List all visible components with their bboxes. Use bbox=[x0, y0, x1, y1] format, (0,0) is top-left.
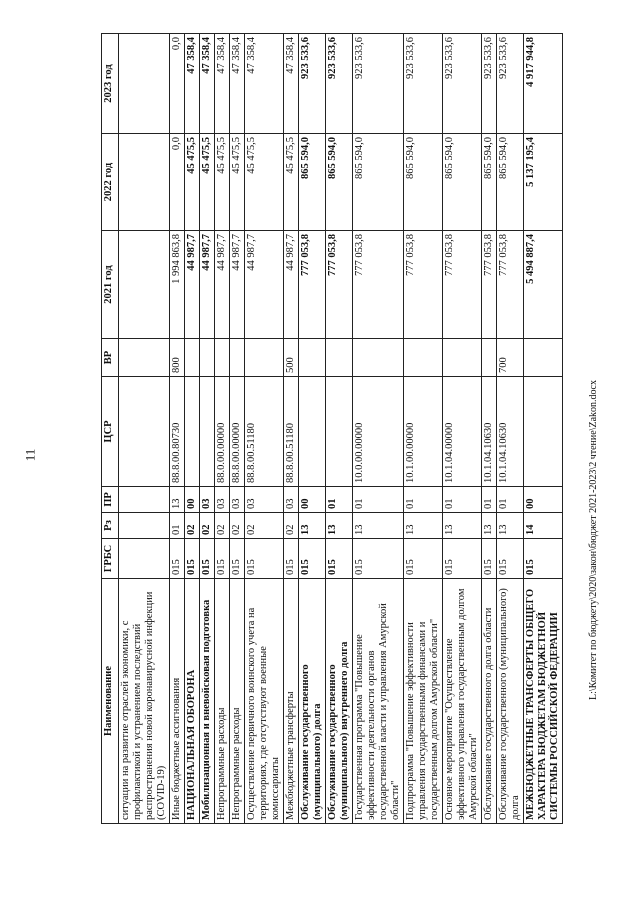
row-pr: 01 bbox=[326, 487, 353, 513]
row-pr: 00 bbox=[524, 487, 563, 513]
row-2021: 1 994 863,8 bbox=[170, 231, 185, 339]
row-vr bbox=[524, 339, 563, 377]
row-2022: 865 594,0 bbox=[299, 134, 326, 231]
row-csr bbox=[299, 377, 326, 487]
row-2022: 865 594,0 bbox=[404, 134, 443, 231]
table-row bbox=[353, 34, 404, 824]
row-2021: 777 053,8 bbox=[299, 231, 326, 339]
header-2022: 2022 год bbox=[102, 134, 119, 231]
row-vr bbox=[119, 339, 170, 377]
budget-table bbox=[101, 33, 563, 824]
row-grbs: 015 bbox=[200, 539, 215, 579]
row-2023: 0,0 bbox=[170, 34, 185, 134]
table-row bbox=[524, 34, 563, 824]
row-2021: 44 987,7 bbox=[185, 231, 200, 339]
header-name: Наименование bbox=[102, 579, 119, 824]
row-name: Обслуживание государственного долга области bbox=[482, 579, 497, 824]
row-2021: 5 494 887,4 bbox=[524, 231, 563, 339]
row-pr: 03 bbox=[215, 487, 230, 513]
row-vr: 800 bbox=[170, 339, 185, 377]
header-2021: 2021 год bbox=[102, 231, 119, 339]
table-row bbox=[215, 34, 230, 824]
row-pr: 03 bbox=[245, 487, 284, 513]
header-rz: Рз bbox=[102, 513, 119, 539]
budget-table-container bbox=[101, 34, 560, 824]
row-csr: 88.8.00.80730 bbox=[170, 377, 185, 487]
row-2022: 865 594,0 bbox=[482, 134, 497, 231]
row-rz: 02 bbox=[245, 513, 284, 539]
row-rz: 02 bbox=[215, 513, 230, 539]
row-csr bbox=[119, 377, 170, 487]
row-grbs: 015 bbox=[284, 539, 299, 579]
row-csr: 10.0.00.00000 bbox=[353, 377, 404, 487]
row-grbs: 015 bbox=[443, 539, 482, 579]
row-2023: 923 533,6 bbox=[326, 34, 353, 134]
row-name: НАЦИОНАЛЬНАЯ ОБОРОНА bbox=[185, 579, 200, 824]
row-vr bbox=[215, 339, 230, 377]
page-number: 11 bbox=[22, 448, 38, 462]
row-2023: 4 917 944,8 bbox=[524, 34, 563, 134]
row-2022 bbox=[119, 134, 170, 231]
row-grbs: 015 bbox=[326, 539, 353, 579]
row-2022: 45 475,5 bbox=[185, 134, 200, 231]
row-rz: 13 bbox=[299, 513, 326, 539]
footer-file-path: L:\Комитет по бюджету\2020\закон\бюджет 2021-2023\2 чтение\Zakon.docx bbox=[588, 380, 599, 700]
row-name: Основное мероприятие "Осуществление эффективного управления государственным долгом Амурской области" bbox=[443, 579, 482, 824]
table-row bbox=[170, 34, 185, 824]
row-2021: 777 053,8 bbox=[326, 231, 353, 339]
row-grbs: 015 bbox=[404, 539, 443, 579]
row-name: Государственная программа "Повышение эффективности деятельности органов государственной власти и управления Амурской области" bbox=[353, 579, 404, 824]
row-rz: 13 bbox=[353, 513, 404, 539]
row-pr: 01 bbox=[404, 487, 443, 513]
row-vr bbox=[299, 339, 326, 377]
header-vr: ВР bbox=[102, 339, 119, 377]
row-csr: 88.8.00.00000 bbox=[230, 377, 245, 487]
row-name: Обслуживание государственного (муниципального) внутреннего долга bbox=[326, 579, 353, 824]
row-vr bbox=[353, 339, 404, 377]
row-rz: 02 bbox=[230, 513, 245, 539]
row-grbs: 015 bbox=[215, 539, 230, 579]
row-pr: 03 bbox=[284, 487, 299, 513]
row-pr: 03 bbox=[230, 487, 245, 513]
row-2021: 777 053,8 bbox=[404, 231, 443, 339]
table-row bbox=[200, 34, 215, 824]
row-pr: 00 bbox=[185, 487, 200, 513]
row-rz: 14 bbox=[524, 513, 563, 539]
row-2023: 47 358,4 bbox=[245, 34, 284, 134]
row-csr: 10.1.04.10630 bbox=[482, 377, 497, 487]
table-row bbox=[299, 34, 326, 824]
row-2021: 44 987,7 bbox=[245, 231, 284, 339]
row-rz bbox=[119, 513, 170, 539]
row-pr: 13 bbox=[170, 487, 185, 513]
table-row bbox=[185, 34, 200, 824]
row-2021: 44 987,7 bbox=[215, 231, 230, 339]
header-2023: 2023 год bbox=[102, 34, 119, 134]
row-2021: 44 987,7 bbox=[284, 231, 299, 339]
row-csr: 10.1.04.00000 bbox=[443, 377, 482, 487]
table-row bbox=[230, 34, 245, 824]
row-csr: 10.1.00.00000 bbox=[404, 377, 443, 487]
table-row bbox=[119, 34, 170, 824]
table-header-row bbox=[102, 34, 119, 824]
row-2022: 865 594,0 bbox=[326, 134, 353, 231]
row-grbs: 015 bbox=[245, 539, 284, 579]
row-csr: 88.0.00.00000 bbox=[215, 377, 230, 487]
header-grbs: ГРБС bbox=[102, 539, 119, 579]
row-csr: 88.8.00.51180 bbox=[245, 377, 284, 487]
table-row bbox=[404, 34, 443, 824]
row-vr: 500 bbox=[284, 339, 299, 377]
row-csr bbox=[200, 377, 215, 487]
row-csr bbox=[524, 377, 563, 487]
row-2022: 865 594,0 bbox=[497, 134, 524, 231]
row-grbs: 015 bbox=[299, 539, 326, 579]
row-grbs bbox=[119, 539, 170, 579]
row-rz: 01 bbox=[170, 513, 185, 539]
row-name: Мобилизационная и вневойсковая подготовка bbox=[200, 579, 215, 824]
row-vr bbox=[230, 339, 245, 377]
row-rz: 02 bbox=[200, 513, 215, 539]
row-2023: 923 533,6 bbox=[497, 34, 524, 134]
row-rz: 13 bbox=[497, 513, 524, 539]
table-row bbox=[443, 34, 482, 824]
row-grbs: 015 bbox=[230, 539, 245, 579]
row-vr bbox=[443, 339, 482, 377]
row-name: Непрограммные расходы bbox=[230, 579, 245, 824]
row-grbs: 015 bbox=[482, 539, 497, 579]
row-name: Непрограммные расходы bbox=[215, 579, 230, 824]
row-name: Подпрограмма "Повышение эффективности управления государственными финансами и государственным долгом Амурской области" bbox=[404, 579, 443, 824]
row-name: ситуации на развитие отраслей экономики, с профилактикой и устранением последствий распространения новой коронавирусной инфекции (COVID-19) bbox=[119, 579, 170, 824]
row-rz: 13 bbox=[326, 513, 353, 539]
row-pr: 01 bbox=[497, 487, 524, 513]
row-2022: 45 475,5 bbox=[284, 134, 299, 231]
row-pr bbox=[119, 487, 170, 513]
row-vr bbox=[185, 339, 200, 377]
row-2022: 0,0 bbox=[170, 134, 185, 231]
row-vr bbox=[326, 339, 353, 377]
row-rz: 13 bbox=[404, 513, 443, 539]
row-name: Межбюджетные трансферты bbox=[284, 579, 299, 824]
row-2022: 45 475,5 bbox=[230, 134, 245, 231]
row-vr bbox=[404, 339, 443, 377]
row-2023: 47 358,4 bbox=[230, 34, 245, 134]
header-csr: ЦСР bbox=[102, 377, 119, 487]
header-pr: ПР bbox=[102, 487, 119, 513]
table-row bbox=[482, 34, 497, 824]
row-name: Обслуживание государственного (муниципального) долга bbox=[497, 579, 524, 824]
row-pr: 03 bbox=[200, 487, 215, 513]
table-row bbox=[245, 34, 284, 824]
row-2022: 865 594,0 bbox=[353, 134, 404, 231]
row-2023: 47 358,4 bbox=[185, 34, 200, 134]
row-2021: 44 987,7 bbox=[200, 231, 215, 339]
row-rz: 02 bbox=[284, 513, 299, 539]
row-grbs: 015 bbox=[170, 539, 185, 579]
row-2023: 923 533,6 bbox=[404, 34, 443, 134]
row-pr: 01 bbox=[353, 487, 404, 513]
row-2022: 45 475,5 bbox=[245, 134, 284, 231]
row-2022: 865 594,0 bbox=[443, 134, 482, 231]
row-2021: 777 053,8 bbox=[497, 231, 524, 339]
row-2021: 777 053,8 bbox=[353, 231, 404, 339]
table-row bbox=[326, 34, 353, 824]
row-rz: 13 bbox=[443, 513, 482, 539]
row-grbs: 015 bbox=[497, 539, 524, 579]
row-2023: 47 358,4 bbox=[215, 34, 230, 134]
table-row bbox=[497, 34, 524, 824]
row-2021: 44 987,7 bbox=[230, 231, 245, 339]
row-csr: 88.8.00.51180 bbox=[284, 377, 299, 487]
row-2023: 923 533,6 bbox=[482, 34, 497, 134]
row-rz: 02 bbox=[185, 513, 200, 539]
row-name: Иные бюджетные ассигнования bbox=[170, 579, 185, 824]
row-vr bbox=[245, 339, 284, 377]
row-pr: 00 bbox=[299, 487, 326, 513]
row-2022: 45 475,5 bbox=[200, 134, 215, 231]
row-2023 bbox=[119, 34, 170, 134]
row-name: МЕЖБЮДЖЕТНЫЕ ТРАНСФЕРТЫ ОБЩЕГО ХАРАКТЕРА БЮДЖЕТАМ БЮДЖЕТНОЙ СИСТЕМЫ РОССИЙСКОЙ ФЕДЕРАЦИИ bbox=[524, 579, 563, 824]
row-rz: 13 bbox=[482, 513, 497, 539]
row-2021 bbox=[119, 231, 170, 339]
row-2023: 923 533,6 bbox=[353, 34, 404, 134]
row-2023: 47 358,4 bbox=[200, 34, 215, 134]
row-2022: 5 137 195,4 bbox=[524, 134, 563, 231]
row-csr bbox=[326, 377, 353, 487]
row-grbs: 015 bbox=[185, 539, 200, 579]
row-vr bbox=[482, 339, 497, 377]
row-2023: 47 358,4 bbox=[284, 34, 299, 134]
row-2021: 777 053,8 bbox=[443, 231, 482, 339]
row-2021: 777 053,8 bbox=[482, 231, 497, 339]
row-2023: 923 533,6 bbox=[443, 34, 482, 134]
row-grbs: 015 bbox=[353, 539, 404, 579]
row-vr: 700 bbox=[497, 339, 524, 377]
row-grbs: 015 bbox=[524, 539, 563, 579]
row-pr: 01 bbox=[482, 487, 497, 513]
row-csr: 10.1.04.10630 bbox=[497, 377, 524, 487]
row-name: Осуществление первичного воинского учета на территориях, где отсутствуют военные комиссариаты bbox=[245, 579, 284, 824]
row-pr: 01 bbox=[443, 487, 482, 513]
row-2022: 45 475,5 bbox=[215, 134, 230, 231]
row-vr bbox=[200, 339, 215, 377]
table-row bbox=[284, 34, 299, 824]
row-2023: 923 533,6 bbox=[299, 34, 326, 134]
row-name: Обслуживание государственного (муниципального) долга bbox=[299, 579, 326, 824]
row-csr bbox=[185, 377, 200, 487]
